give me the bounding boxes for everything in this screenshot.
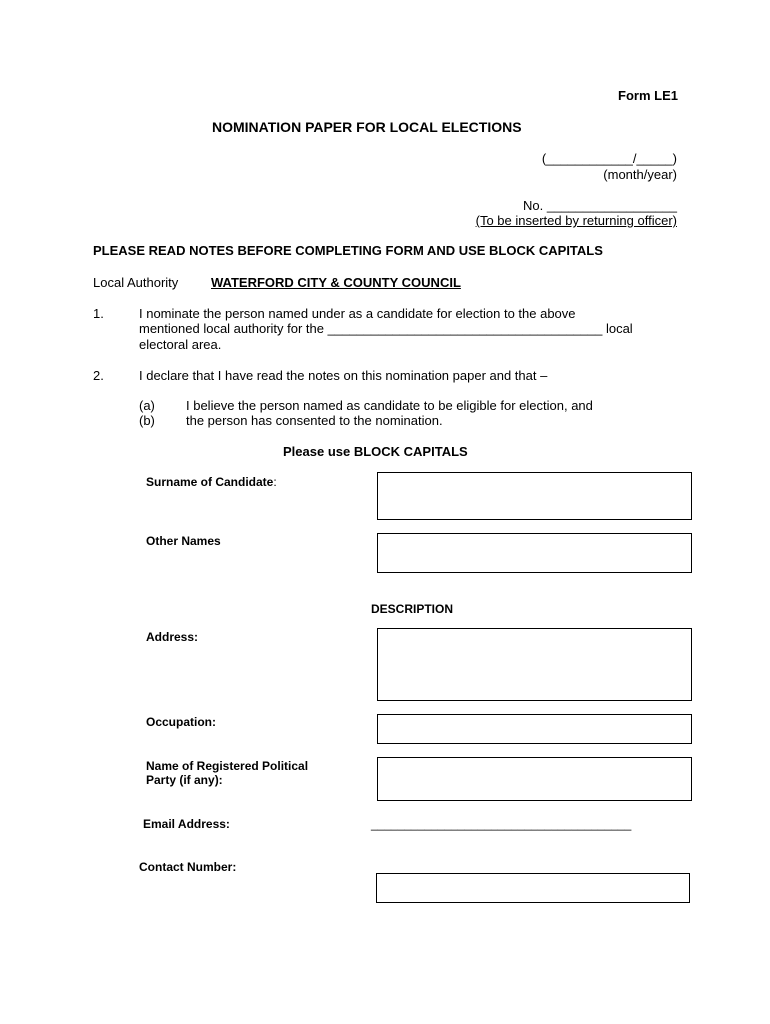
email-label: Email Address: xyxy=(143,817,230,831)
clause-1-line-3: electoral area. xyxy=(139,337,222,352)
clause-2-a-label: (a) xyxy=(139,398,155,413)
clause-2-text: I declare that I have read the notes on this nomination paper and that – xyxy=(139,368,548,383)
occupation-label: Occupation: xyxy=(146,715,217,729)
surname-field[interactable] xyxy=(377,472,692,520)
surname-colon: : xyxy=(273,475,277,489)
address-field[interactable] xyxy=(377,628,692,701)
date-hint: (month/year) xyxy=(603,167,677,182)
description-heading: DESCRIPTION xyxy=(371,602,454,616)
clause-2-b-text: the person has consented to the nomination. xyxy=(186,413,443,428)
local-authority-label: Local Authority xyxy=(93,275,179,290)
instruction-heading: PLEASE READ NOTES BEFORE COMPLETING FORM AND USE BLOCK CAPITALS xyxy=(93,243,603,258)
surname-label: Surname of Candidate xyxy=(146,475,274,489)
date-line: (____________/_____) xyxy=(541,151,677,166)
occupation-field[interactable] xyxy=(377,714,692,744)
party-field[interactable] xyxy=(377,757,692,801)
contact-number-field[interactable] xyxy=(376,873,690,903)
other-names-label: Other Names xyxy=(146,534,221,548)
page-title: NOMINATION PAPER FOR LOCAL ELECTIONS xyxy=(212,119,522,135)
number-line: No. __________________ xyxy=(523,198,677,213)
clause-2-number: 2. xyxy=(93,368,104,383)
email-field[interactable]: _______________________________________ xyxy=(371,817,632,831)
block-capitals-note: Please use BLOCK CAPITALS xyxy=(283,444,468,459)
clause-1-line-1: I nominate the person named under as a candidate for election to the above xyxy=(139,306,576,321)
party-label-line-1: Name of Registered Political xyxy=(146,759,309,773)
address-label: Address: xyxy=(146,630,199,644)
surname-label-group xyxy=(146,475,277,489)
contact-label: Contact Number: xyxy=(139,860,237,874)
party-label-line-2: Party (if any): xyxy=(146,773,223,787)
other-names-field[interactable] xyxy=(377,533,692,573)
clause-1-number: 1. xyxy=(93,306,104,321)
clause-2-b-label: (b) xyxy=(139,413,155,428)
clause-1-line-2: mentioned local authority for the ______________________________________ local xyxy=(139,321,633,336)
local-authority-value: WATERFORD CITY & COUNTY COUNCIL xyxy=(211,275,461,290)
number-hint: (To be inserted by returning officer) xyxy=(475,213,677,228)
form-id: Form LE1 xyxy=(618,88,678,103)
clause-2-a-text: I believe the person named as candidate to be eligible for election, and xyxy=(186,398,593,413)
